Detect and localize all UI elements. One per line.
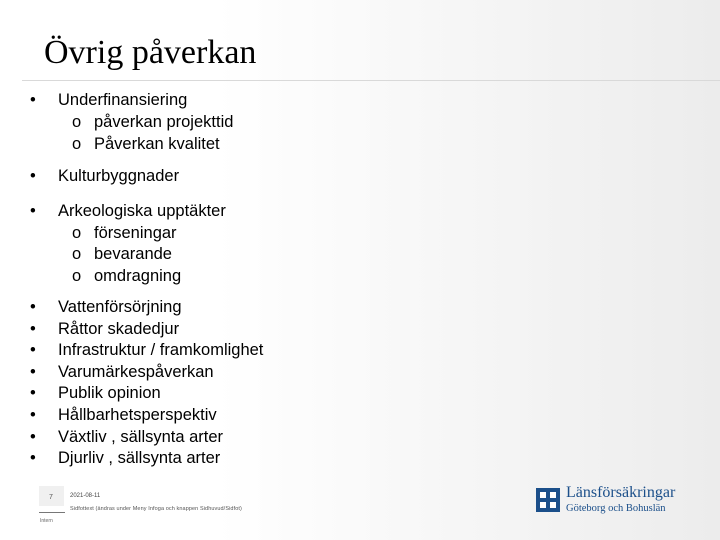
footer-classification: Intern [40,518,53,524]
bullet-marker: • [30,384,36,403]
bullet-marker: • [30,341,36,360]
bullet-marker: • [30,91,36,109]
page-number: 7 [49,494,53,501]
list-item-text: Underfinansiering [58,91,188,109]
list-item-text: Arkeologiska upptäkter [58,202,226,220]
list-item-text: Infrastruktur / framkomlighet [58,341,264,360]
sub-list-item-text: påverkan projekttid [94,113,234,131]
sub-list-item-text: Påverkan kvalitet [94,135,220,153]
bullet-marker: • [30,202,36,220]
footer-text: Sidfottext (ändras under Meny Infoga och knappen Sidhuvud/Sidfot) [70,506,242,512]
bullet-marker: • [30,298,36,316]
logo-wordmark: Länsförsäkringar [566,484,676,501]
bullet-marker: • [30,449,36,468]
list-item-text: Publik opinion [58,384,161,403]
lansforsakringar-logo-icon [536,488,560,512]
sub-list-item-text: bevarande [94,245,172,263]
bullet-marker: • [30,427,36,446]
list-item-text: Växtliv , sällsynta arter [58,427,224,446]
list-item-text: Råttor skadedjur [58,319,180,338]
sub-list-item-text: förseningar [94,224,177,242]
sub-bullet-marker: o [72,245,82,263]
sub-bullet-marker: o [72,135,82,153]
list-item-text: Djurliv , sällsynta arter [58,449,221,468]
sub-bullet-marker: o [72,267,82,285]
sub-list-item-text: omdragning [94,267,182,285]
slide-title: Övrig påverkan [44,34,257,71]
bullet-marker: • [30,319,36,338]
list-item-text: Kulturbyggnader [58,167,180,185]
title-divider [22,80,720,81]
bullet-marker: • [30,406,36,424]
logo-region: Göteborg och Bohuslän [566,503,666,514]
sub-bullet-marker: o [72,224,82,242]
list-item-text: Vattenförsörjning [58,298,182,316]
footer-divider [39,512,65,513]
sub-bullet-marker: o [72,113,82,131]
bullet-marker: • [30,167,36,185]
bullet-marker: • [30,362,36,381]
footer-date: 2021-08-11 [70,493,101,499]
list-item-text: Varumärkespåverkan [58,362,214,381]
list-item-text: Hållbarhetsperspektiv [58,406,217,424]
